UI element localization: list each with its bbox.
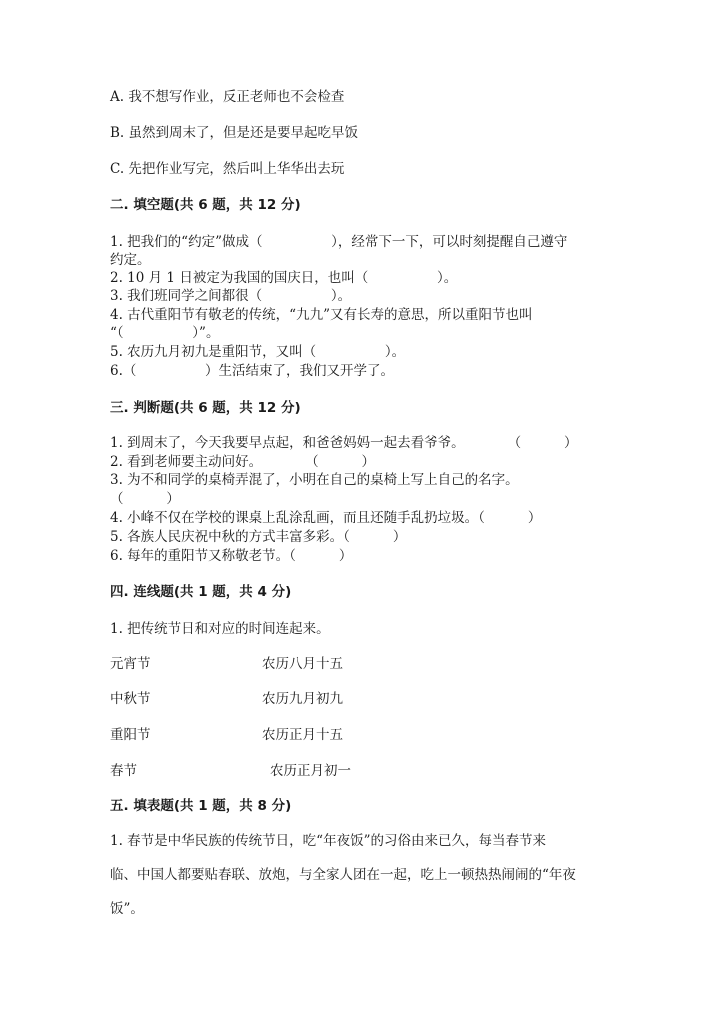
- question-line: （ ）: [110, 491, 180, 507]
- paragraph-line: 1. 春节是中华民族的传统节日，吃“年夜饭”的习俗由来已久，每当春节来: [110, 833, 546, 849]
- date-item: 农历九月初九: [262, 691, 343, 707]
- date-item: 农历正月初一: [270, 763, 351, 779]
- question-line: 2. 10 月 1 日被定为我国的国庆日，也叫（ ）。: [110, 270, 458, 286]
- festival-item: 中秋节: [110, 691, 151, 707]
- question-line: 1. 把我们的“约定”做成（ ），经常下一下，可以时刻提醒自己遵守: [110, 234, 568, 250]
- question-line: 5. 各族人民庆祝中秋的方式丰富多彩。（ ）: [110, 529, 407, 545]
- question-line: 5. 农历九月初九是重阳节，又叫（ ）。: [110, 344, 406, 360]
- question-line: 约定。: [110, 252, 151, 268]
- question-line: 4. 古代重阳节有敬老的传统，“九九”又有长寿的意思，所以重阳节也叫: [110, 307, 533, 323]
- question-line: 4. 小峰不仅在学校的课桌上乱涂乱画，而且还随手乱扔垃圾。（ ）: [110, 510, 542, 526]
- date-item: 农历八月十五: [262, 656, 343, 672]
- festival-item: 重阳节: [110, 727, 151, 743]
- question-line: 6. 每年的重阳节又称敬老节。（ ）: [110, 548, 353, 564]
- question-line: 6.（ ）生活结束了，我们又开学了。: [110, 363, 395, 379]
- question-line: 3. 为不和同学的桌椅弄混了，小明在自己的桌椅上写上自己的名字。: [110, 472, 519, 488]
- paragraph-line: 临、中国人都要贴春联、放炮，与全家人团在一起，吃上一顿热热闹闹的“年夜: [110, 867, 576, 883]
- date-item: 农历正月十五: [262, 727, 343, 743]
- festival-item: 春节: [110, 763, 137, 779]
- question-line: “（ ）”。: [110, 325, 220, 341]
- option-c: C. 先把作业写完，然后叫上华华出去玩: [110, 161, 345, 177]
- paragraph-line: 饭”。: [110, 901, 144, 917]
- question-line: 2. 看到老师要主动问好。 （ ）: [110, 454, 375, 470]
- question-line: 1. 到周末了，今天我要早点起，和爸爸妈妈一起去看爷爷。 （ ）: [110, 435, 578, 451]
- section-title-true-false: 三. 判断题(共 6 题，共 12 分): [110, 400, 301, 416]
- section-title-matching: 四. 连线题(共 1 题，共 4 分): [110, 584, 292, 600]
- option-a: A. 我不想写作业，反正老师也不会检查: [110, 89, 345, 105]
- section-title-fill-blank: 二. 填空题(共 6 题，共 12 分): [110, 197, 301, 213]
- festival-item: 元宵节: [110, 656, 151, 672]
- option-b: B. 虽然到周末了，但是还是要早起吃早饭: [110, 125, 359, 141]
- matching-question: 1. 把传统节日和对应的时间连起来。: [110, 621, 330, 637]
- section-title-table: 五. 填表题(共 1 题，共 8 分): [110, 798, 292, 814]
- question-line: 3. 我们班同学之间都很（ ）。: [110, 288, 352, 304]
